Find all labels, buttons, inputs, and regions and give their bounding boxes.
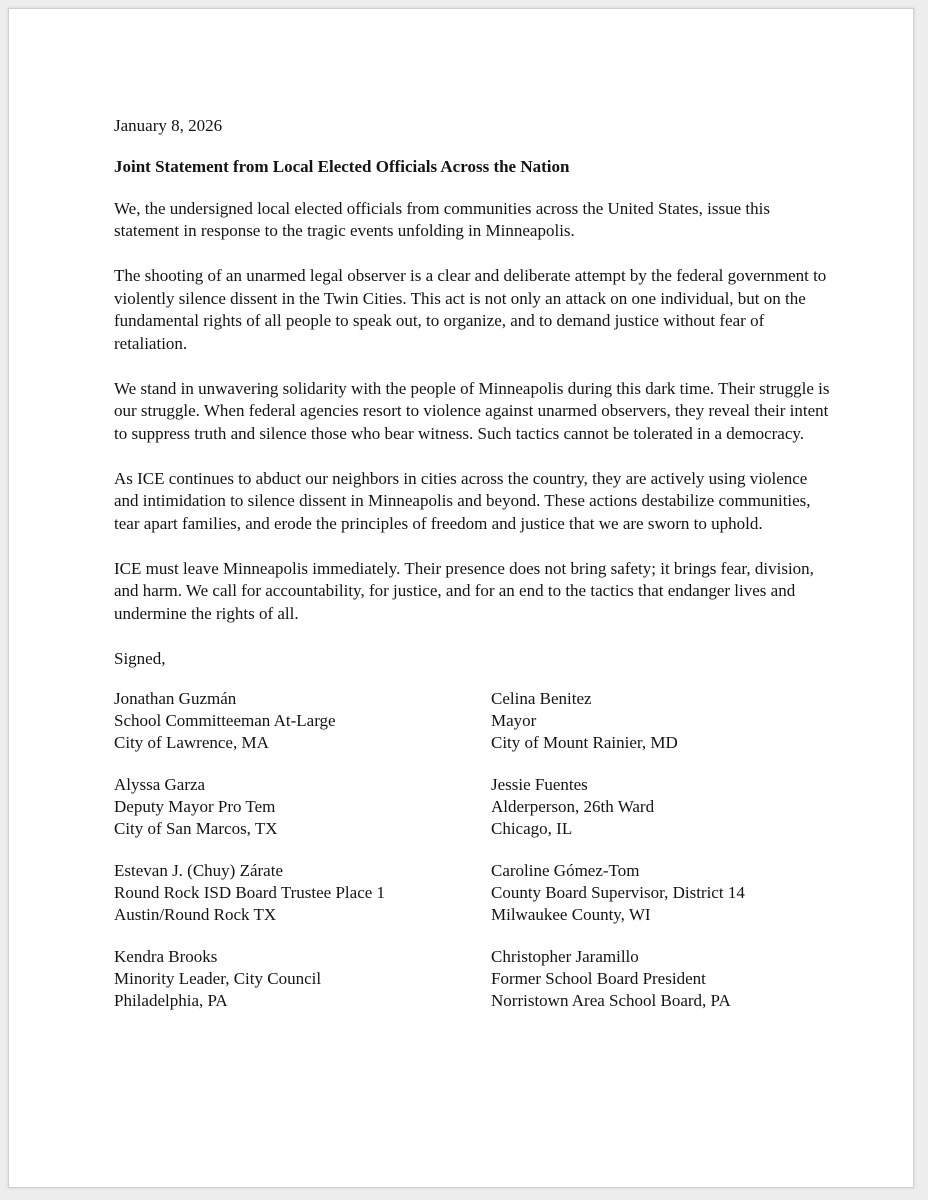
signatories-grid [114, 688, 834, 1012]
document-title: Joint Statement from Local Elected Officials Across the Nation [114, 157, 570, 176]
signatory [491, 688, 831, 754]
signatory-location: City of Mount Rainier, MD [491, 733, 678, 752]
signatory-location: City of San Marcos, TX [114, 819, 278, 838]
paragraph-3: We stand in unwavering solidarity with the people of Minneapolis during this dark time. Their struggle is our struggle. When federal agencies resort to violence against unarmed observers, they reveal their intent to suppress truth and silence those who bear witness. Such tactics cannot be tolerated in a democracy. [114, 378, 830, 443]
signatory [114, 860, 491, 926]
document-date: January 8, 2026 [114, 116, 223, 135]
signatory-name: Celina Benitez [491, 689, 592, 708]
signatory [114, 774, 491, 840]
signatory-name: Alyssa Garza [114, 775, 206, 794]
signatory-location: City of Lawrence, MA [114, 733, 269, 752]
signatory-title: Deputy Mayor Pro Tem [114, 797, 276, 816]
signatory-title: Round Rock ISD Board Trustee Place 1 [114, 883, 386, 902]
paragraph-4: As ICE continues to abduct our neighbors in cities across the country, they are actively using violence and intimidation to silence dissent in Minneapolis and beyond. These actions destabilize communities, tear apart families, and erode the principles of freedom and justice that we are sworn to uphold. [114, 468, 811, 533]
signatory-name: Jonathan Guzmán [114, 689, 237, 708]
signatory-name: Christopher Jaramillo [491, 947, 639, 966]
paragraph-1: We, the undersigned local elected officials from communities across the United States, issue this statement in response to the tragic events unfolding in Minneapolis. [114, 198, 770, 240]
signatory-location: Austin/Round Rock TX [114, 905, 277, 924]
paragraph-5: ICE must leave Minneapolis immediately. Their presence does not bring safety; it brings fear, division, and harm. We call for accountability, for justice, and for an end to the tactics that endanger lives and undermine the rights of all. [114, 558, 814, 623]
signatory-name: Caroline Gómez-Tom [491, 861, 640, 880]
signatory [491, 860, 831, 926]
signatory [491, 946, 831, 1012]
signatory-location: Chicago, IL [491, 819, 573, 838]
signed-label: Signed, [114, 648, 166, 668]
signatory-title: Alderperson, 26th Ward [491, 797, 655, 816]
signatory-location: Norristown Area School Board, PA [491, 991, 731, 1010]
signatory [491, 774, 831, 840]
signatory-title: County Board Supervisor, District 14 [491, 883, 745, 902]
signatory-location: Milwaukee County, WI [491, 905, 651, 924]
signatory-name: Kendra Brooks [114, 947, 218, 966]
signatory-title: School Committeeman At-Large [114, 711, 336, 730]
signatory-title: Former School Board President [491, 969, 706, 988]
signatory [114, 688, 491, 754]
signatory-location: Philadelphia, PA [114, 991, 228, 1010]
signatory [114, 946, 491, 1012]
signatory-name: Jessie Fuentes [491, 775, 588, 794]
document-page [8, 8, 914, 1188]
signatory-title: Mayor [491, 711, 537, 730]
signatory-title: Minority Leader, City Council [114, 969, 322, 988]
document-content [114, 115, 834, 1012]
signatory-name: Estevan J. (Chuy) Zárate [114, 861, 283, 880]
paragraph-2: The shooting of an unarmed legal observer is a clear and deliberate attempt by the federal government to violently silence dissent in the Twin Cities. This act is not only an attack on one individual, but on the fundamental rights of all people to speak out, to organize, and to demand justice without fear of retaliation. [114, 266, 827, 353]
